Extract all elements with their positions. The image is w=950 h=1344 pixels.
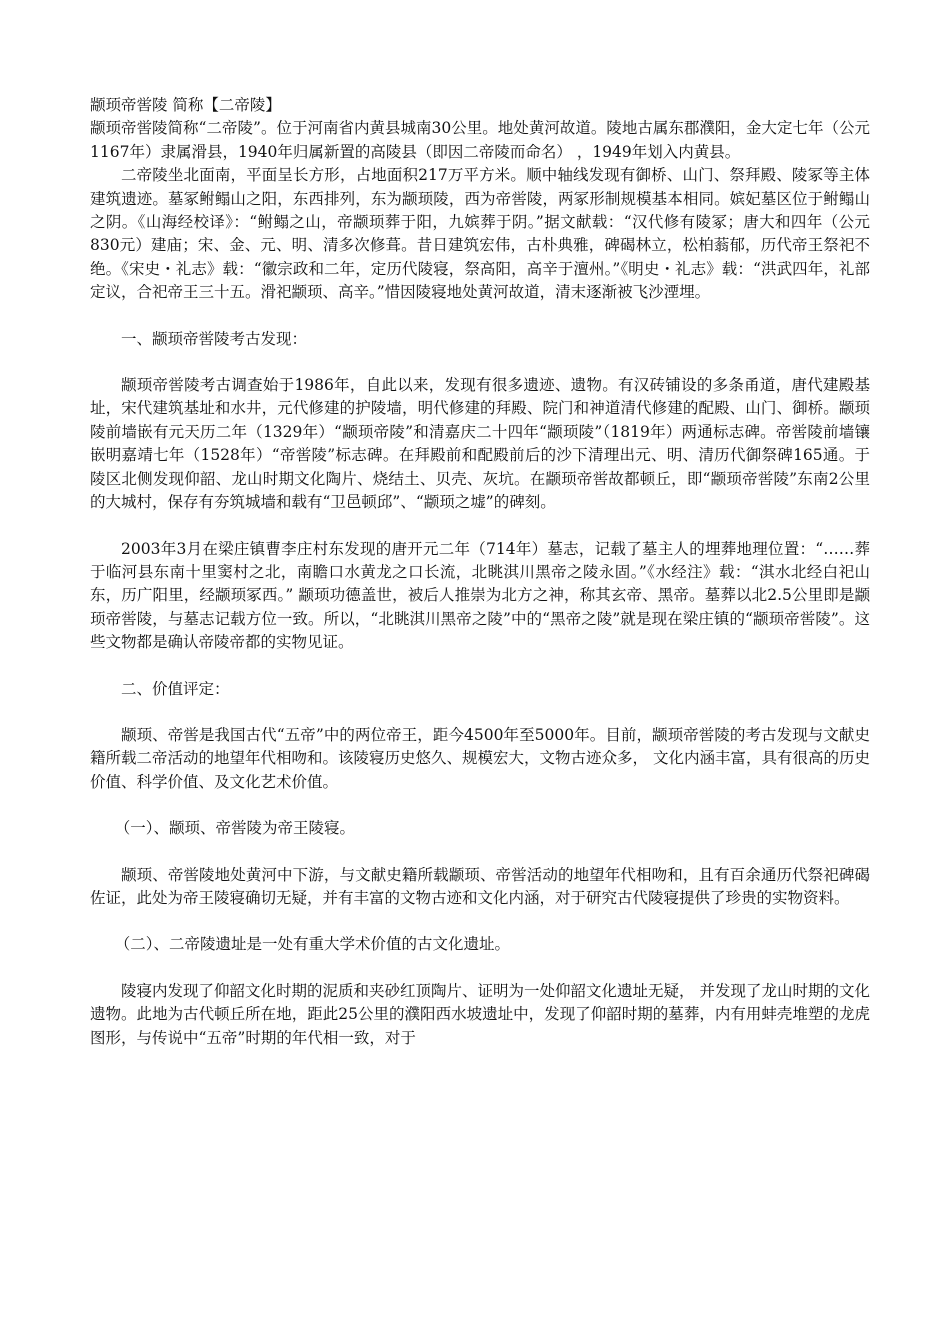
paragraph-imperial-tomb: 颛顼、帝喾陵地处黄河中下游，与文献史籍所载颛顼、帝喾活动的地望年代相吻和，且有百余通历代祭祀碑碣佐证，此处为帝王陵寝确切无疑，并有丰富的文物古迹和文化内涵，对于研究古代陵寝提供了珍贵的实物资料。 — [90, 865, 870, 907]
document-title: 颛顼帝喾陵 简称【二帝陵】 — [90, 96, 281, 114]
paragraph-ancient-site: 陵寝内发现了仰韶文化时期的泥质和夹砂红顶陶片、证明为一处仰韶文化遗址无疑， 并发现了龙山时期的文化遗物。此地为古代顿丘所在地，距此25公里的濮阳西水坡遗址中，发现了仰韶时期的墓葬，内有用蚌壳堆塑的龙虎图形，与传说中“五帝”时期的年代相一致，对于 — [90, 981, 870, 1047]
subsection-heading-imperial-tomb: （一）、颛顼、帝喾陵为帝王陵寝。 — [114, 819, 356, 838]
paragraph-archaeology-findings: 颛顼帝喾陵考古调查始于1986年，自此以来，发现有很多遗迹、遗物。有汉砖铺设的多条甬道，唐代建殿基址，宋代建筑基址和水井，元代修建的护陵墙，明代修建的拜殿、院门和神道清代修建的配殿、山门、御桥。颛顼陵前墙嵌有元天历二年（1329年）“颛顼帝陵”和清嘉庆二十四年“颛顼陵”（1819年）两通标志碑。帝喾陵前墙镶嵌明嘉靖七年（1528年）“帝喾陵”标志碑。在拜殿前和配殿前后的沙下清理出元、明、清历代御祭碑165通。于陵区北侧发现仰韶、龙山时期文化陶片、烧结土、贝壳、灰坑。在颛顼帝喾故都顿丘，即“颛顼帝喾陵”东南2公里的大城村，保存有夯筑城墙和载有“卫邑顿邱”、“颛顼之墟”的碑刻。 — [90, 376, 870, 512]
document-page — [90, 94, 870, 1050]
paragraph-epitaph: 2003年3月在梁庄镇曹李庄村东发现的唐开元二年（714年）墓志，记载了墓主人的埋葬地理位置：“……葬于临河县东南十里窦村之北，南瞻口水黄龙之口长流，北眺淇川黑帝之陵永固。”《水经注》载：“淇水北经白祀山东，历广阳里，经颛顼冢西。” 颛顼功德盖世，被后人推崇为北方之神，称其玄帝、黑帝。墓葬以北2.5公里即是颛顼帝喾陵，与墓志记载方位一致。所以，“北眺淇川黑帝之陵”中的“黑帝之陵”就是现在梁庄镇的“颛顼帝喾陵”。这些文物都是确认帝陵帝都的实物见证。 — [90, 539, 870, 652]
paragraph-intro: 颛顼帝喾陵简称“二帝陵”。位于河南省内黄县城南30公里。地处黄河故道。陵地古属东郡濮阳，金大定七年（公元1167年）隶属滑县，1940年归属新置的高陵县（即因二帝陵而命名） ，1949年划入内黄县。 — [90, 119, 870, 161]
subsection-heading-ancient-site: （二）、二帝陵遗址是一处有重大学术价值的古文化遗址。 — [114, 935, 511, 954]
paragraph-layout: 二帝陵坐北面南，平面呈长方形，占地面积217万平方米。顺中轴线发现有御桥、山门、祭拜殿、陵冢等主体建筑遗迹。墓冢鲋鳎山之阳，东西排列，东为颛顼陵，西为帝喾陵，两冢形制规模基本相同。嫔妃墓区位于鲋鳎山之阴。《山海经校译》：“鲋鳎之山，帝颛顼葬于阳，九嫔葬于阴。”据文献载：“汉代修有陵冢；唐大和四年（公元830元）建庙；宋、金、元、明、清多次修葺。昔日建筑宏伟，古朴典雅，碑碣林立，松柏蓊郁，历代帝王祭祀不绝。《宋史・礼志》载：“徽宗政和二年，定历代陵寝，祭高阳，高辛于澶州。”《明史・礼志》载：“洪武四年，礼部定议，合祀帝王三十五。滑祀颛顼、高辛。”惜因陵寝地处黄河故道，清末逐渐被飞沙湮埋。 — [90, 166, 870, 302]
section-heading-archaeology: 一、颛顼帝喾陵考古发现： — [121, 329, 308, 348]
section-heading-value: 二、价值评定： — [121, 679, 230, 698]
paragraph-value-summary: 颛顼、帝喾是我国古代“五帝”中的两位帝王，距今4500年至5000年。目前，颛顼帝喾陵的考古发现与文献史籍所载二帝活动的地望年代相吻和。该陵寝历史悠久、规模宏大，文物古迹众多， 文化内涵丰富，具有很高的历史价值、科学价值、及文化艺术价值。 — [90, 725, 870, 791]
